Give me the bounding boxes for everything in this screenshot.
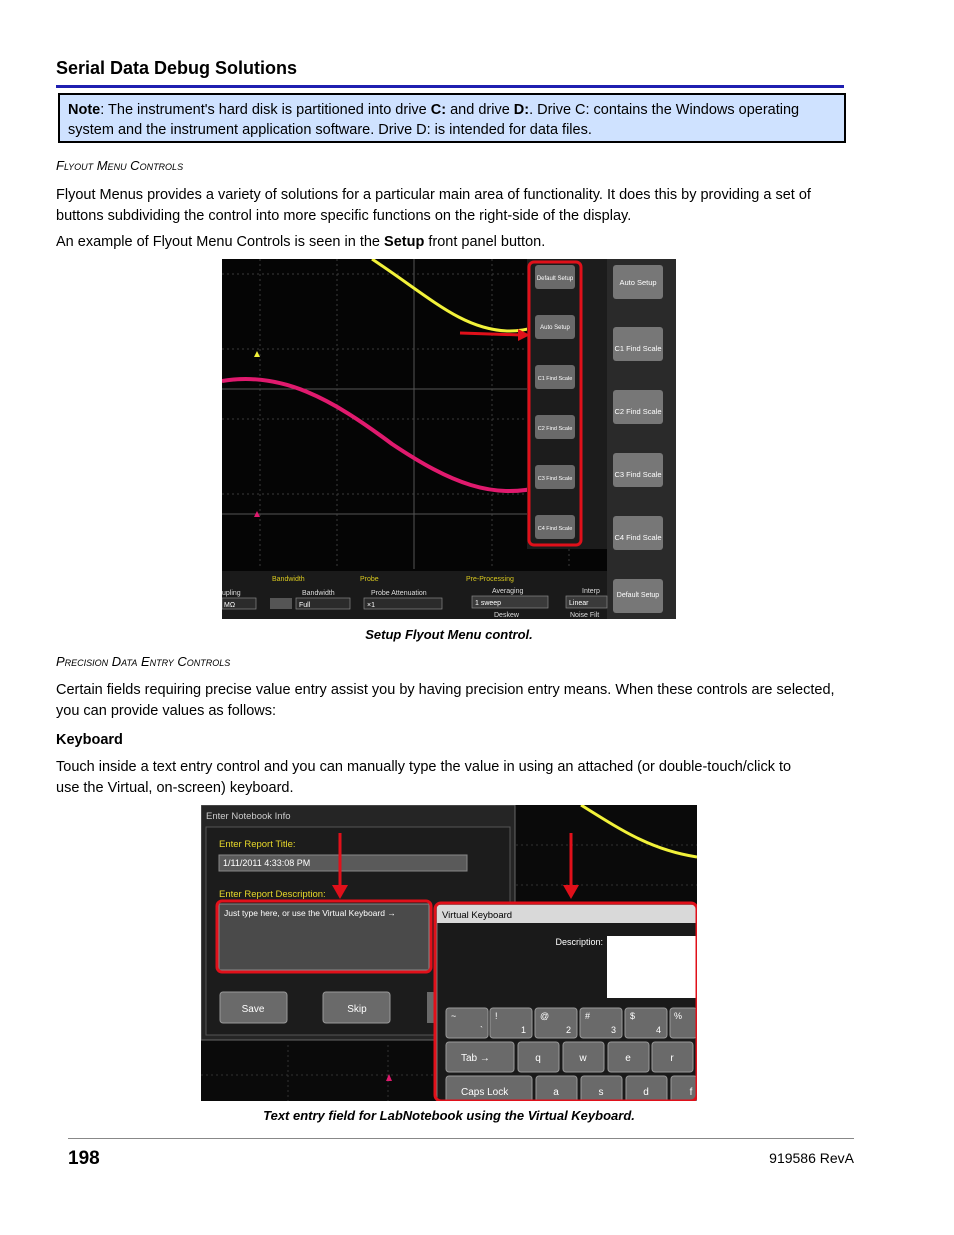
key-3-top: # <box>585 1011 591 1021</box>
side-c4-label: C4 Find Scale <box>614 533 662 542</box>
key-tilde-bottom: ` <box>480 1025 483 1035</box>
flyout-auto-setup-label: Auto Setup <box>540 325 570 331</box>
key-s-label: s <box>598 1087 604 1098</box>
virtual-keyboard-screenshot <box>201 805 697 1101</box>
keyboard-heading: Keyboard <box>56 732 123 748</box>
deskew-label: Deskew <box>494 612 519 619</box>
side-default-setup-label: Default Setup <box>616 592 660 599</box>
skip-label: Skip <box>347 1004 367 1015</box>
key-row-3 <box>446 1076 697 1101</box>
side-c3-label: C3 Find Scale <box>614 470 662 479</box>
key-a-label: a <box>553 1087 559 1098</box>
note-drive-c: C: <box>430 102 447 118</box>
note-text-1: : The instrument's hard disk is partitioned into drive <box>100 102 431 118</box>
flyout-arrow-line <box>460 333 522 335</box>
note-drive-d: D: <box>513 102 530 118</box>
key-3-bottom: 3 <box>611 1025 617 1035</box>
key-q-label: q <box>535 1053 541 1064</box>
flyout-para-1: Flyout Menus provides a variety of solutions for a particular main area of functionality. It does this by providing a set of buttons subdividing the control into more specific functions on the right-side of the display. <box>56 187 811 224</box>
key-f[interactable] <box>671 1076 697 1101</box>
dialog-title: Enter Notebook Info <box>206 811 291 822</box>
key-2-bottom: 2 <box>566 1025 572 1035</box>
averaging-label: Averaging <box>492 588 524 595</box>
noise-filt-label: Noise Filt <box>570 612 600 619</box>
side-c1-label: C1 Find Scale <box>614 344 662 353</box>
page-title: Serial Data Debug Solutions <box>56 58 298 78</box>
precision-heading: Precision Data Entry Controls <box>56 654 231 669</box>
key-e-label: e <box>625 1053 631 1064</box>
key-1-top: ! <box>495 1011 498 1021</box>
key-4-bottom: 4 <box>656 1025 662 1035</box>
averaging-value: 1 sweep <box>475 600 502 607</box>
key-row-1 <box>446 1008 697 1038</box>
flyout-heading: Flyout Menu Controls <box>56 158 184 173</box>
key-f-label: f <box>689 1087 693 1098</box>
probe-value-field[interactable] <box>364 598 442 609</box>
key-r-label: r <box>670 1053 674 1064</box>
vk-title: Virtual Keyboard <box>442 910 513 921</box>
key-caps-label: Caps Lock <box>461 1087 509 1098</box>
report-title-label: Enter Report Title: <box>219 839 296 850</box>
probe-value: ×1 <box>367 602 375 609</box>
bw-value: Full <box>299 602 311 609</box>
side-menu <box>607 259 676 619</box>
side-c2-label: C2 Find Scale <box>614 407 662 416</box>
note-box <box>58 93 846 143</box>
probe-section: Probe <box>360 576 379 583</box>
key-tab-label: Tab → <box>461 1053 490 1064</box>
bw-toggle[interactable] <box>270 598 292 609</box>
bw-field-label: Bandwidth <box>302 590 335 597</box>
key-4-top: $ <box>630 1011 636 1021</box>
flyout-default-setup-label: Default Setup <box>536 276 574 282</box>
flyout-c4-label: C4 Find Scale <box>537 526 573 532</box>
keyboard-caption: Text entry field for LabNotebook using the Virtual Keyboard. <box>263 1108 635 1123</box>
probe-att-label: Probe Attenuation <box>371 590 427 597</box>
side-auto-setup-label: Auto Setup <box>619 278 657 287</box>
flyout-para-2-pre: An example of Flyout Menu Controls is seen in the <box>56 234 385 250</box>
bandwidth-section: Bandwidth <box>272 576 305 583</box>
flyout-c1-label: C1 Find Scale <box>537 376 573 382</box>
flyout-caption: Setup Flyout Menu control. <box>365 627 533 642</box>
doc-revision: 919586 RevA <box>769 1150 854 1166</box>
description-label: Description: <box>555 937 603 947</box>
report-desc-value: Just type here, or use the Virtual Keyboard → <box>224 908 396 918</box>
note-text-3: . Drive C: contains the Windows operating system and the instrument application software. Drive D: is intended for data files. <box>68 102 800 138</box>
setup-flyout-screenshot <box>222 259 676 619</box>
flyout-c2-label: C2 Find Scale <box>537 426 573 432</box>
flyout-para-2 <box>56 232 545 253</box>
page-number: 198 <box>68 1148 100 1169</box>
key-row-2 <box>446 1042 693 1072</box>
setup-word: Setup <box>384 234 425 250</box>
note-text-2: and drive <box>446 102 514 118</box>
key-w-label: w <box>579 1053 587 1064</box>
save-label: Save <box>241 1004 265 1015</box>
key-2-top: @ <box>540 1011 550 1021</box>
report-desc-label: Enter Report Description: <box>219 889 326 900</box>
flyout-c3-label: C3 Find Scale <box>537 476 573 482</box>
flyout-para-2-post: front panel button. <box>424 234 546 250</box>
report-title-value: 1/11/2011 4:33:08 PM <box>223 858 311 868</box>
preproc-section: Pre-Processing <box>466 576 514 583</box>
key-d-label: d <box>643 1087 649 1098</box>
interp-value: Linear <box>569 600 589 607</box>
description-input[interactable] <box>607 936 697 998</box>
key-5-top: % <box>674 1011 683 1021</box>
title-rule <box>56 85 844 88</box>
keyboard-para: Touch inside a text entry control and you can manually type the value in using an attached (or double-touch/click to use the Virtual, on-screen) keyboard. <box>56 759 792 796</box>
interp-label: Interp <box>582 588 600 595</box>
key-tilde-top: ~ <box>451 1011 457 1021</box>
key-1-bottom: 1 <box>521 1025 527 1035</box>
coupling-value: MΩ <box>224 602 236 609</box>
flyout-panel <box>527 259 607 549</box>
note-label: Note <box>68 102 101 118</box>
precision-para: Certain fields requiring precise value entry assist you by having precision entry means. When these controls are selected, you can provide values as follows: <box>56 682 835 719</box>
coupling-label: upling <box>222 590 241 597</box>
footer-rule <box>68 1138 854 1139</box>
